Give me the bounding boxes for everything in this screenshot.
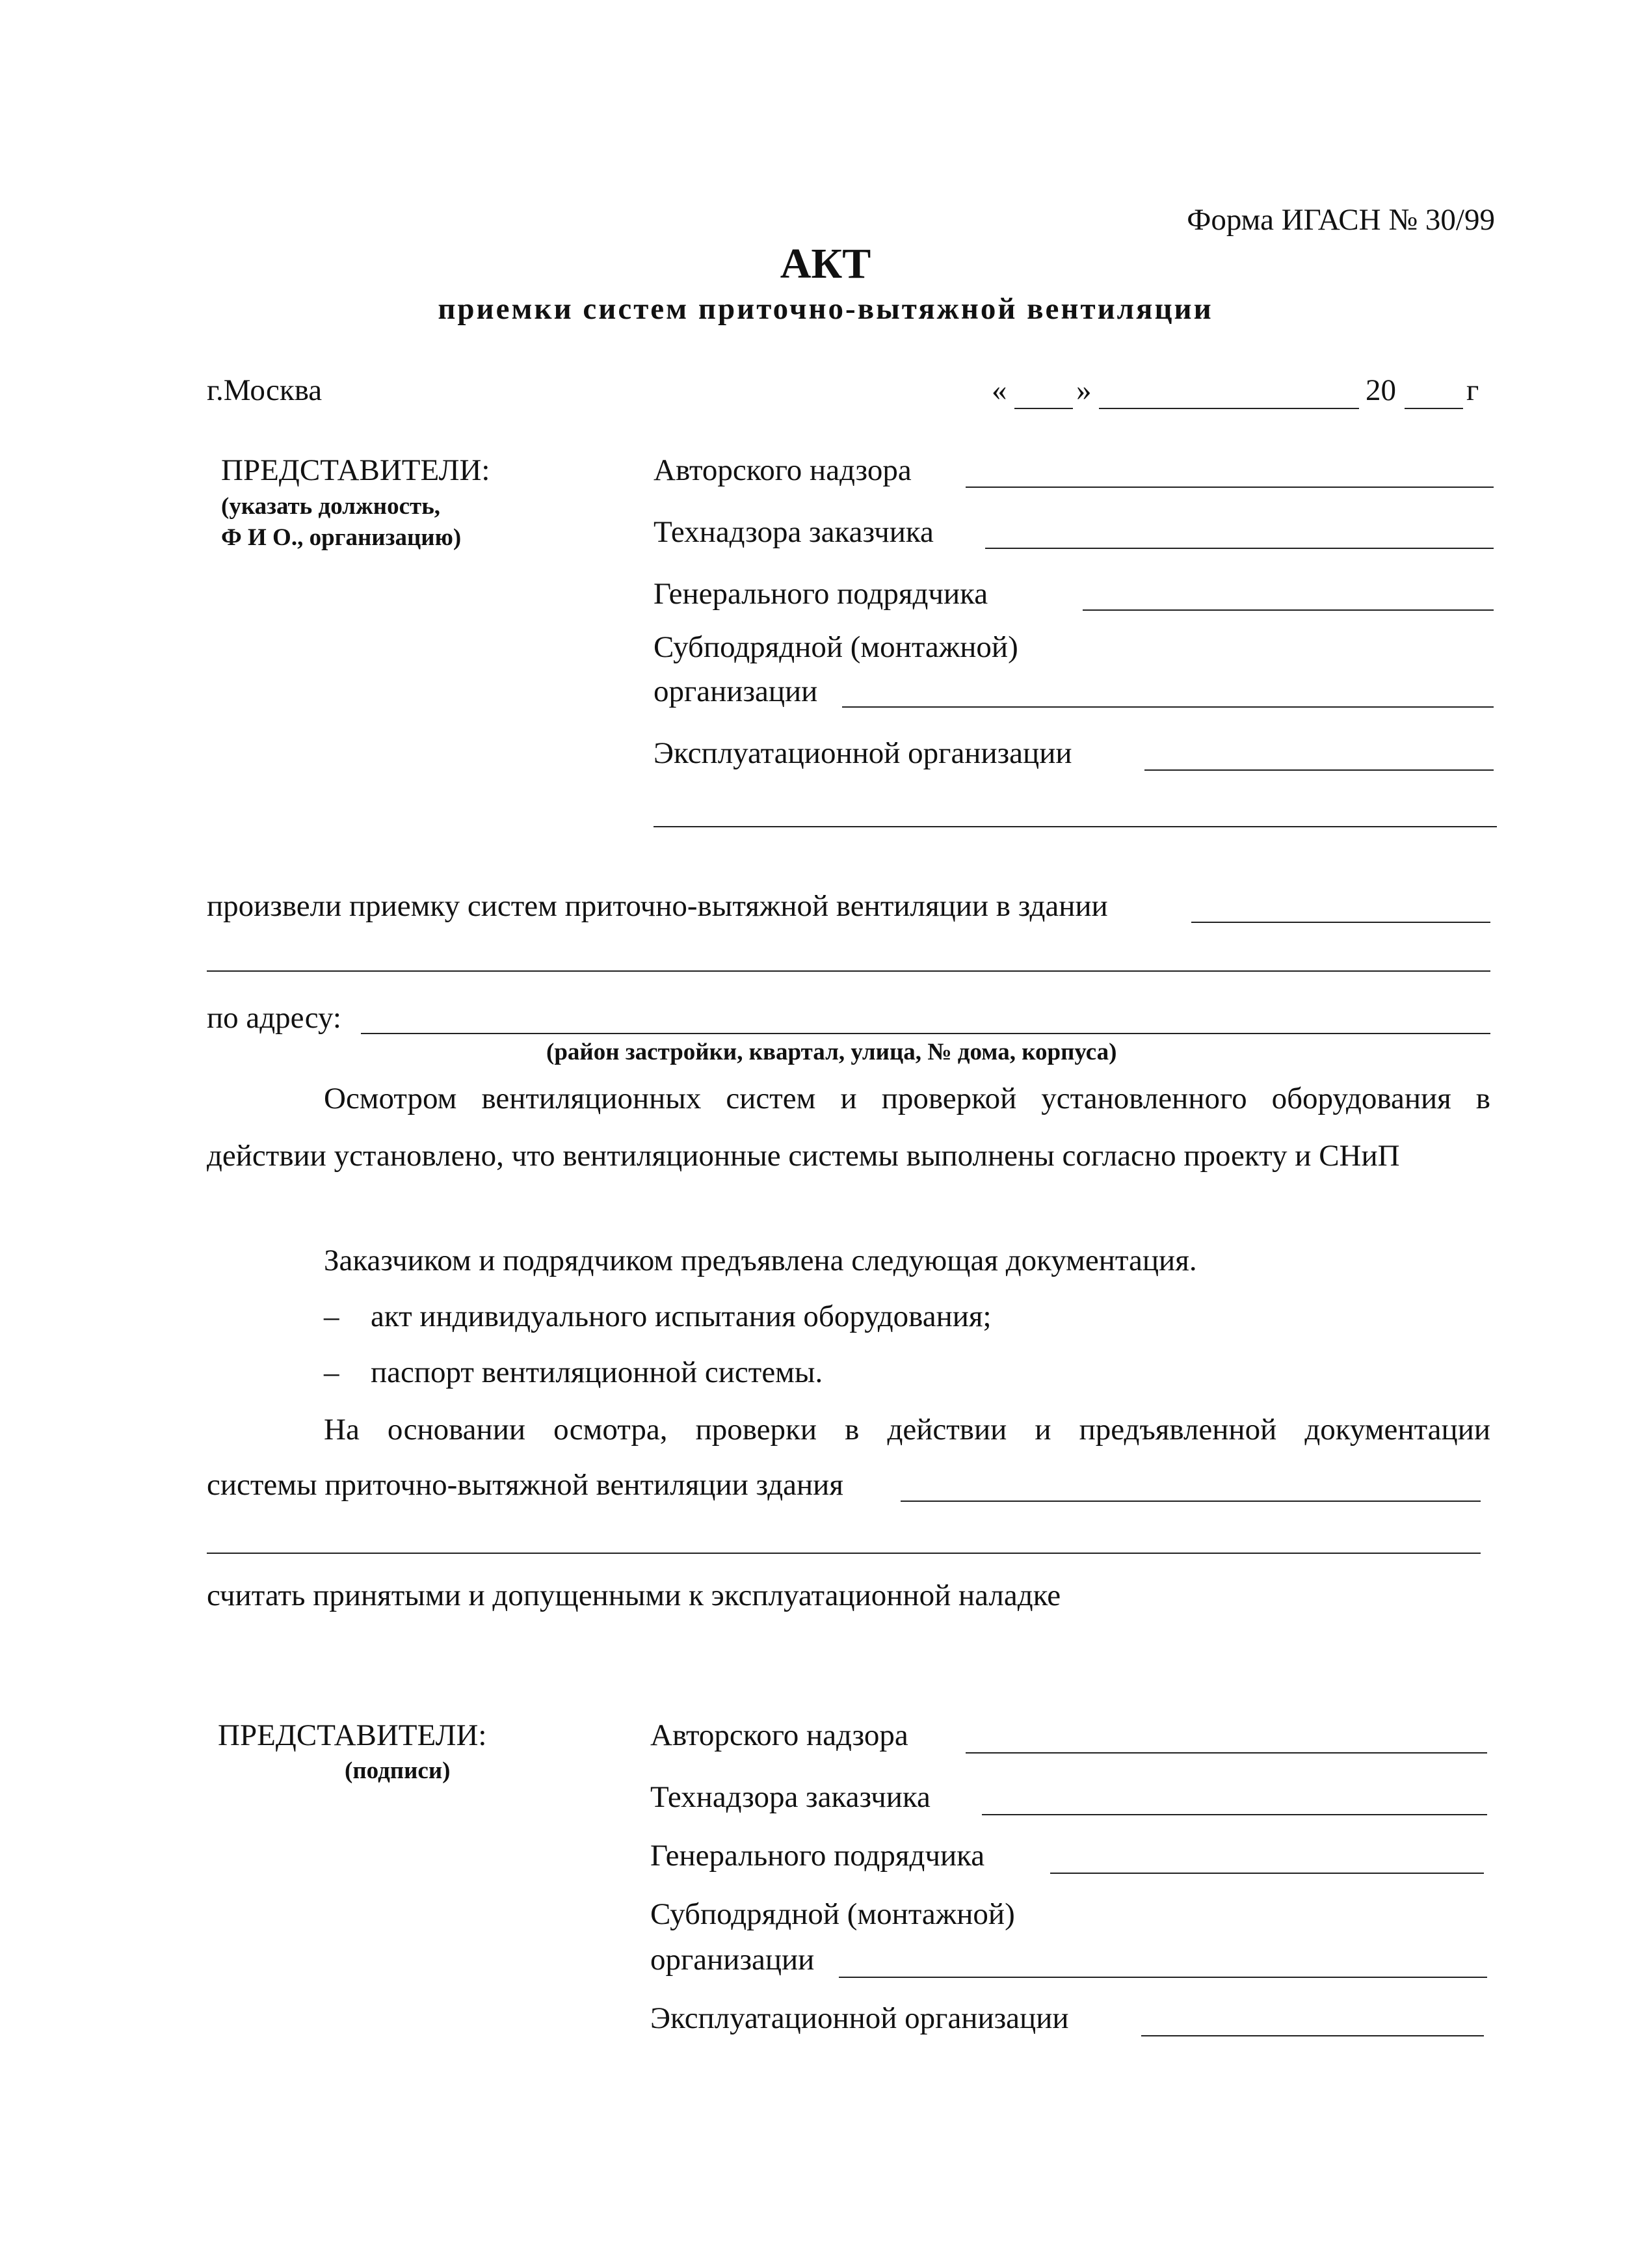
building-field[interactable] (1191, 922, 1490, 923)
author-supervision-signature-field[interactable] (966, 1752, 1487, 1754)
representatives-heading-bottom: ПРЕДСТАВИТЕЛИ: (218, 1718, 487, 1752)
extra-representative-field[interactable] (654, 826, 1497, 827)
date-day-field[interactable] (1014, 408, 1073, 409)
document-title: АКТ (780, 240, 871, 287)
exploitation-org-signature-field[interactable] (1141, 2035, 1484, 2036)
signatures-hint: (подписи) (345, 1757, 451, 1784)
exploitation-org-label: Эксплуатационной организации (654, 736, 1072, 770)
accepted-systems-text: произвели приемку систем приточно-вытяжной вентиляции в здании (207, 889, 1108, 923)
exploitation-org-signature-label: Эксплуатационной организации (650, 2001, 1069, 2035)
date-year-suffix: г (1466, 373, 1479, 407)
author-supervision-signature-label: Авторского надзора (650, 1718, 908, 1752)
date-month-field[interactable] (1099, 408, 1359, 409)
building-systems-field-continued[interactable] (207, 1553, 1481, 1554)
date-year-prefix: 20 (1366, 373, 1396, 407)
date-year-field[interactable] (1405, 408, 1463, 409)
doc2-text: паспорт вентиляционной системы. (371, 1355, 823, 1389)
exploitation-org-field[interactable] (1144, 769, 1494, 771)
city-label: г.Москва (207, 373, 323, 407)
documentation-intro: Заказчиком и подрядчиком предъявлена следующая документация. (324, 1244, 1197, 1277)
basis-continued-text: системы приточно-вытяжной вентиляции здания (207, 1468, 843, 1502)
inspection-paragraph (207, 1070, 1490, 1184)
doc1-dash: – (324, 1300, 339, 1333)
subcontractor-label-line1: Субподрядной (монтажной) (654, 630, 1018, 664)
basis-paragraph: На основании осмотра, проверки в действии и предъявленной документации (324, 1413, 1490, 1447)
subcontractor-signature-field[interactable] (839, 1977, 1487, 1978)
doc1-text: акт индивидуального испытания оборудования; (371, 1300, 992, 1333)
subcontractor-field[interactable] (842, 706, 1494, 708)
general-contractor-field[interactable] (1083, 609, 1494, 611)
address-field[interactable] (361, 1033, 1490, 1034)
representatives-heading-top: ПРЕДСТАВИТЕЛИ: (221, 453, 490, 487)
subcontractor-label-line2: организации (654, 674, 818, 708)
customer-technadzor-label: Технадзора заказчика (654, 515, 934, 549)
customer-technadzor-signature-label: Технадзора заказчика (650, 1780, 931, 1814)
representatives-hint-line1: (указать должность, (221, 493, 441, 520)
date-open-quote: « (992, 373, 1007, 407)
doc2-dash: – (324, 1355, 339, 1389)
general-contractor-signature-field[interactable] (1050, 1873, 1484, 1874)
form-number: Форма ИГАСН № 30/99 (1187, 203, 1495, 237)
general-contractor-label: Генерального подрядчика (654, 577, 988, 611)
subcontractor-signature-label-line2: организации (650, 1943, 815, 1977)
date-close-quote: » (1076, 373, 1092, 407)
author-supervision-field[interactable] (966, 487, 1494, 488)
author-supervision-label: Авторского надзора (654, 453, 912, 487)
customer-technadzor-signature-field[interactable] (982, 1814, 1487, 1815)
document-subtitle: приемки систем приточно-вытяжной вентиляции (438, 292, 1213, 326)
conclusion-text: считать принятыми и допущенными к эксплуатационной наладке (207, 1579, 1061, 1612)
address-hint: (район застройки, квартал, улица, № дома, корпуса) (546, 1039, 1117, 1065)
customer-technadzor-field[interactable] (985, 548, 1494, 549)
building-field-continued[interactable] (207, 970, 1490, 972)
building-systems-field[interactable] (901, 1501, 1481, 1502)
general-contractor-signature-label: Генерального подрядчика (650, 1839, 985, 1873)
inspection-text: Осмотром вентиляционных систем и проверкой установленного оборудования в действии установлено, что вентиляционные системы выполнены согласно проекту и СНиП (207, 1082, 1490, 1173)
address-label: по адресу: (207, 1001, 341, 1035)
representatives-hint-line2: Ф И О., организацию) (221, 524, 462, 551)
subcontractor-signature-label-line1: Субподрядной (монтажной) (650, 1897, 1015, 1931)
